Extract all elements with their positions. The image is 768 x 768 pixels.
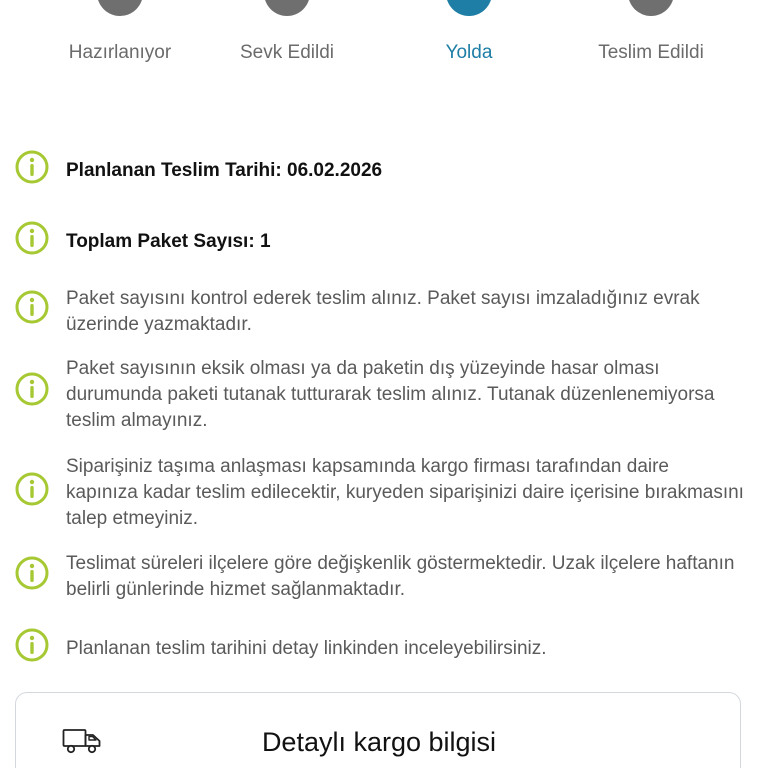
step-label: Teslim Edildi — [598, 42, 704, 63]
step-on-the-way — [374, 0, 564, 64]
step-dot-icon — [97, 0, 143, 16]
step-dot-icon — [628, 0, 674, 16]
info-text: Teslimat süreleri ilçelere göre değişkenlik göstermektedir. Uzak ilçelere haftanın belirli günlerinde hizmet sağlanmaktadır. — [66, 553, 735, 600]
step-delivered — [556, 0, 746, 64]
info-text: Paket sayısının eksik olması ya da paketin dış yüzeyinde hasar olması durumunda paketi tutanak tutturarak teslim alınız. Tutanak düzenlenemiyorsa teslim almayınız. — [66, 358, 715, 431]
info-text: Planlanan Teslim Tarihi: 06.02.2026 — [66, 160, 383, 181]
info-circle-icon — [15, 150, 49, 184]
cargo-detail-title: Detaylı kargo bilgisi — [261, 727, 497, 757]
info-text: Paket sayısını kontrol ederek teslim alınız. Paket sayısı imzaladığınız evrak üzerinde yazmaktadır. — [66, 288, 700, 335]
info-circle-icon — [15, 221, 49, 255]
step-shipped — [192, 0, 382, 64]
info-circle-icon — [15, 556, 49, 590]
step-preparing — [25, 0, 215, 64]
info-circle-icon — [15, 290, 49, 324]
step-dot-icon — [264, 0, 310, 16]
step-label: Hazırlanıyor — [68, 42, 172, 63]
cargo-detail-button[interactable] — [15, 692, 741, 768]
step-label: Yolda — [445, 42, 493, 63]
status-stepper — [0, 0, 768, 63]
info-text: Siparişiniz taşıma anlaşması kapsamında kargo firması tarafından daire kapınıza kadar teslim edilecektir, kuryeden siparişinizi daire içerisine bırakmasını talep etmeyiniz. — [66, 456, 744, 529]
info-text: Toplam Paket Sayısı: 1 — [66, 231, 271, 252]
info-text: Planlanan teslim tarihini detay linkinden inceleyebilirsiniz. — [66, 638, 547, 659]
info-circle-icon — [15, 628, 49, 662]
info-circle-icon — [15, 372, 49, 406]
step-label: Sevk Edildi — [240, 42, 334, 63]
info-circle-icon — [15, 472, 49, 506]
step-dot-icon — [446, 0, 492, 16]
